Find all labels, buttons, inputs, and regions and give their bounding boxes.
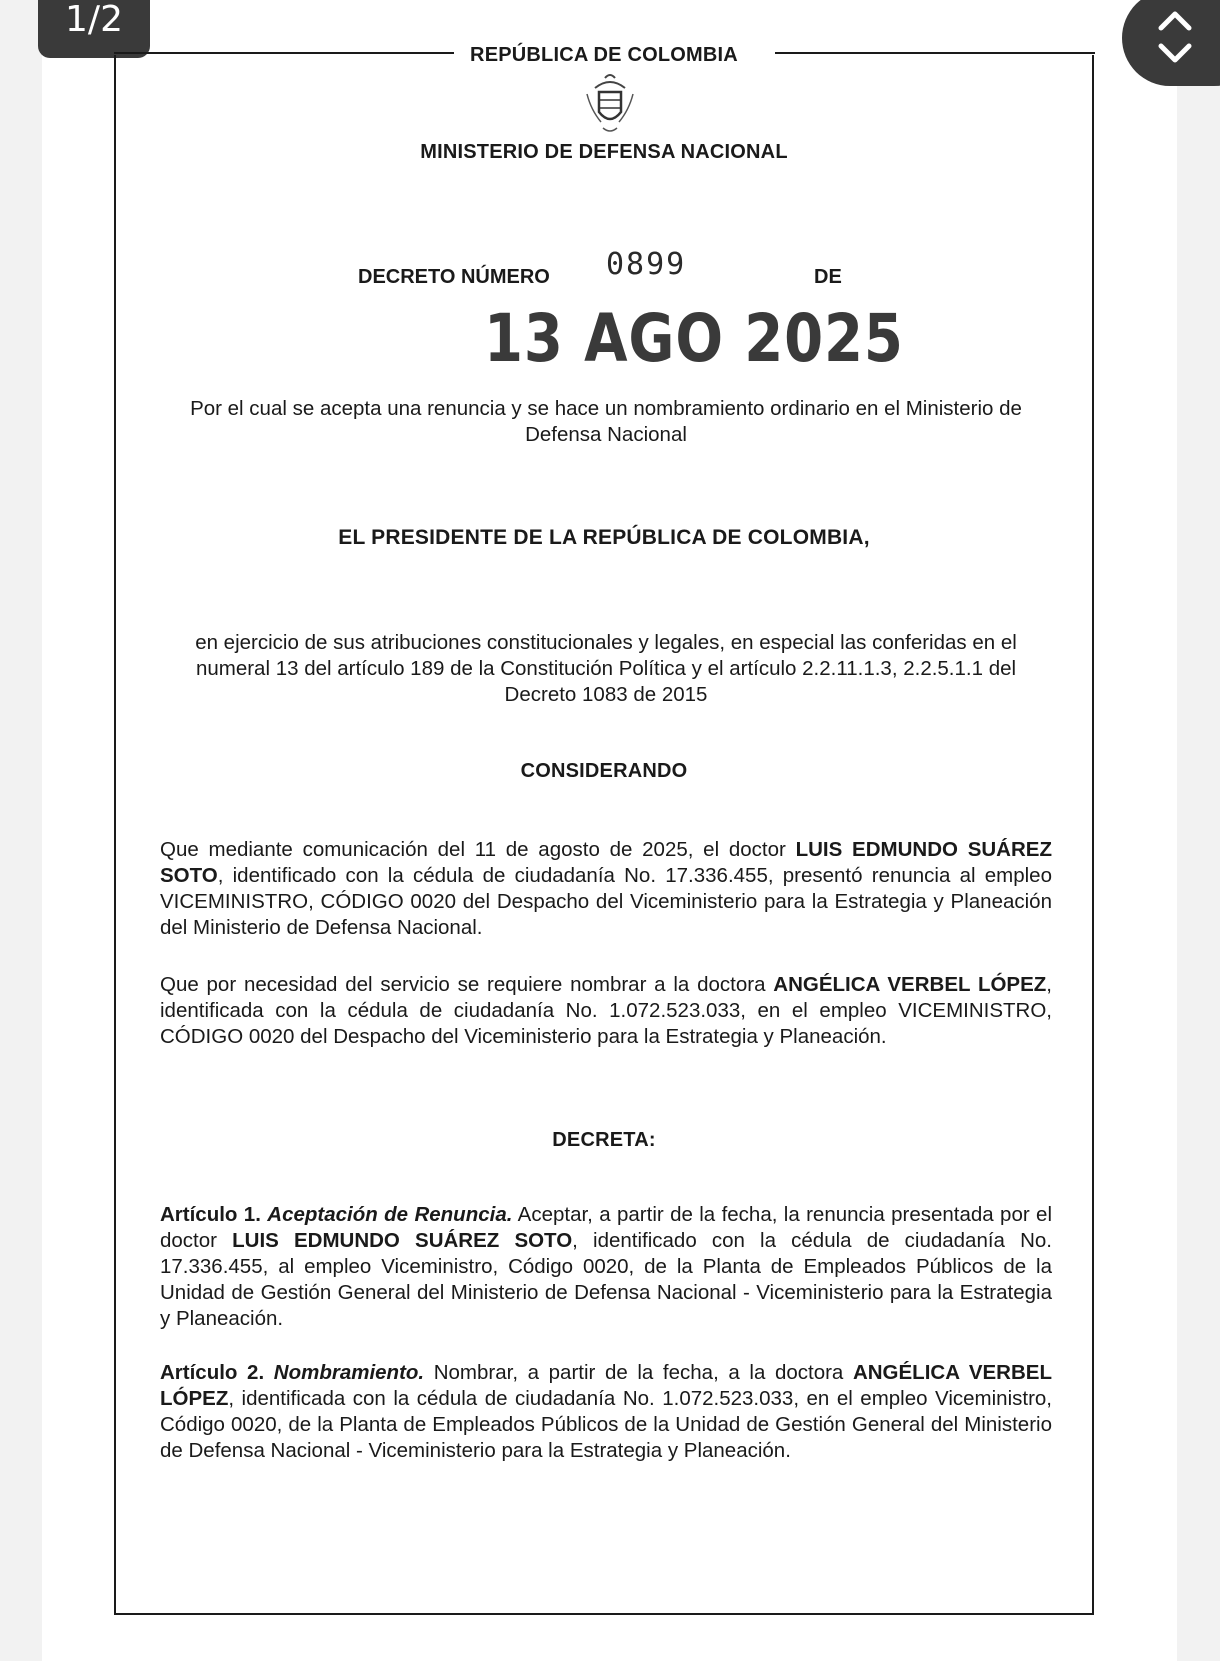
decree-subject: Por el cual se acepta una renuncia y se hace un nombramiento ordinario en el Ministerio de Defensa Nacional	[190, 397, 1022, 446]
article-2: Artículo 2. Nombramiento. Nombrar, a partir de la fecha, a la doctora ANGÉLICA VERBEL LÓPEZ, identificada con la cédula de ciudadanía No. 1.072.523.033, en el empleo Viceministro, Código 0020, de la Planta de Empleados Públicos de la Unidad de Gestión General del Ministerio de Defensa Nacional - Viceministerio para la Estrategia y Planeación.	[160, 1361, 1052, 1462]
decree-date-stamp: 13 AGO 2025	[484, 300, 904, 377]
chevron-down-icon[interactable]	[1158, 42, 1192, 82]
person-name: ANGÉLICA VERBEL LÓPEZ	[160, 1361, 1052, 1410]
considering-paragraph-2: Que por necesidad del servicio se requiere nombrar a la doctora ANGÉLICA VERBEL LÓPEZ, identificada con la cédula de ciudadanía No. 1.072.523.033, en el empleo VICEMINISTRO, CÓDIGO 0020 del Despacho del Viceministerio para la Estrategia y Planeación.	[160, 973, 1052, 1048]
article-1: Artículo 1. Aceptación de Renuncia. Aceptar, a partir de la fecha, la renuncia presentada por el doctor LUIS EDMUNDO SUÁREZ SOTO, identificado con la cédula de ciudadanía No. 17.336.455, al empleo Viceministro, Código 0020, de la Planta de Empleados Públicos de la Unidad de Gestión General del Ministerio de Defensa Nacional - Viceministerio para la Estrategia y Planeación.	[160, 1203, 1053, 1330]
decrees-heading: DECRETA:	[552, 1129, 656, 1151]
person-name: LUIS EDMUNDO SUÁREZ SOTO	[160, 838, 1052, 887]
page-nav-control[interactable]	[1122, 0, 1220, 86]
coat-of-arms-icon	[575, 70, 645, 140]
considering-heading: CONSIDERANDO	[520, 760, 688, 782]
ministry-header: MINISTERIO DE DEFENSA NACIONAL	[420, 141, 788, 163]
article-heading: Aceptación de Renuncia.	[267, 1203, 513, 1226]
decree-number-label: DECRETO NÚMERO	[358, 266, 550, 288]
page-indicator: 1/2	[38, 0, 150, 58]
decree-number: 0899	[606, 247, 687, 282]
person-name: ANGÉLICA VERBEL LÓPEZ	[773, 973, 1047, 996]
article-label: Artículo 1.	[160, 1203, 261, 1226]
powers-paragraph: en ejercicio de sus atribuciones constitucionales y legales, en especial las conferidas en el numeral 13 del artículo 189 de la Constitución Política y el artículo 2.2.11.1.3, 2.2.5.1.1 del Decreto 1083 de 2015	[195, 631, 1017, 706]
article-heading: Nombramiento.	[273, 1361, 425, 1384]
president-heading: EL PRESIDENTE DE LA REPÚBLICA DE COLOMBIA,	[338, 526, 870, 549]
republic-header: REPÚBLICA DE COLOMBIA	[470, 44, 738, 66]
article-label: Artículo 2.	[160, 1361, 265, 1384]
de-label: DE	[814, 266, 842, 288]
considering-paragraph-1: Que mediante comunicación del 11 de agosto de 2025, el doctor LUIS EDMUNDO SUÁREZ SOTO, identificado con la cédula de ciudadanía No. 17.336.455, presentó renuncia al empleo VICEMINISTRO, CÓDIGO 0020 del Despacho del Viceministerio para la Estrategia y Planeación del Ministerio de Defensa Nacional.	[160, 838, 1052, 939]
person-name: LUIS EDMUNDO SUÁREZ SOTO	[232, 1229, 573, 1252]
